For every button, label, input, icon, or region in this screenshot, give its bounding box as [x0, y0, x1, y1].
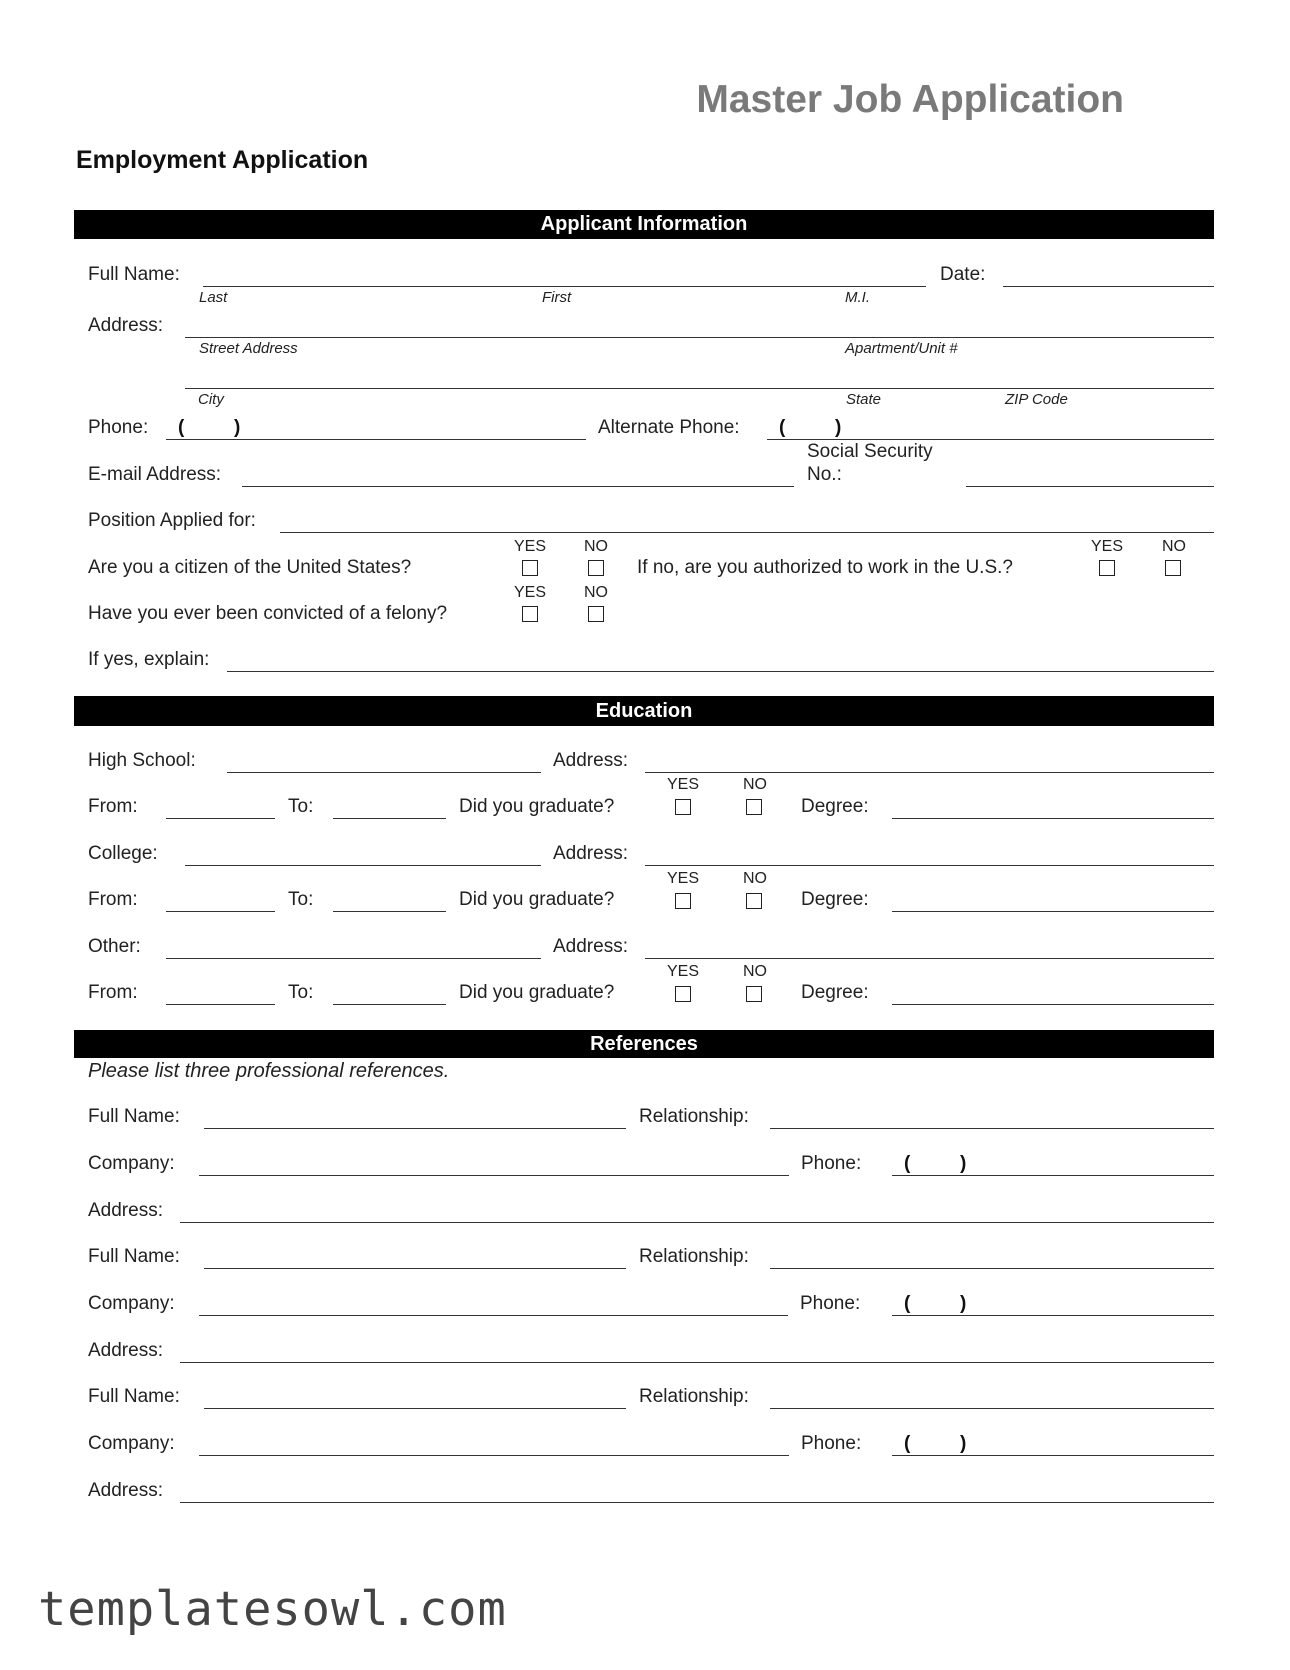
college-from-label: From: [88, 889, 138, 910]
ref2-phone-field[interactable] [892, 1315, 1214, 1316]
street-address-caption: Street Address [199, 340, 298, 357]
citizen-no-checkbox[interactable] [588, 560, 604, 576]
hs-yes-checkbox[interactable] [675, 799, 691, 815]
last-name-caption: Last [199, 289, 228, 306]
authorized-no-checkbox[interactable] [1165, 560, 1181, 576]
section-header-applicant: Applicant Information [74, 210, 1214, 239]
ref3-address-label: Address: [88, 1480, 163, 1501]
college-to-label: To: [288, 889, 314, 910]
phone-paren-open: ( [178, 417, 185, 438]
ssn-field[interactable] [966, 486, 1214, 487]
ref1-company-field[interactable] [199, 1175, 789, 1176]
hs-degree-field[interactable] [892, 818, 1214, 819]
page-title: Master Job Application [696, 78, 1124, 121]
ref3-phone-label: Phone: [801, 1433, 862, 1454]
ref3-company-label: Company: [88, 1433, 175, 1454]
city-state-zip-field[interactable] [185, 388, 1214, 389]
college-label: College: [88, 843, 158, 864]
other-school-label: Other: [88, 936, 141, 957]
college-graduate-question: Did you graduate? [459, 889, 615, 910]
ref2-full-name-field[interactable] [204, 1268, 626, 1269]
citizen-yes-caption: YES [514, 538, 547, 555]
ref1-relationship-field[interactable] [770, 1128, 1214, 1129]
ref3-address-field[interactable] [180, 1502, 1214, 1503]
date-field[interactable] [1003, 286, 1214, 287]
apartment-caption: Apartment/Unit # [845, 340, 958, 357]
alternate-phone-field[interactable] [767, 439, 1214, 440]
first-name-caption: First [542, 289, 572, 306]
other-from-label: From: [88, 982, 138, 1003]
email-field[interactable] [242, 486, 794, 487]
ref2-paren-open: ( [904, 1293, 911, 1314]
hs-yes-caption: YES [667, 776, 700, 793]
felony-no-caption: NO [584, 584, 608, 601]
authorized-yes-checkbox[interactable] [1099, 560, 1115, 576]
full-name-label: Full Name: [88, 264, 180, 285]
ref2-full-name-label: Full Name: [88, 1246, 180, 1267]
other-address-field[interactable] [645, 958, 1214, 959]
date-label: Date: [940, 264, 986, 285]
other-school-field[interactable] [166, 958, 541, 959]
felony-yes-caption: YES [514, 584, 547, 601]
ref3-relationship-field[interactable] [770, 1408, 1214, 1409]
college-no-caption: NO [743, 870, 767, 887]
hs-to-label: To: [288, 796, 314, 817]
city-caption: City [198, 391, 224, 408]
other-degree-field[interactable] [892, 1004, 1214, 1005]
street-address-field[interactable] [185, 337, 1214, 338]
felony-yes-checkbox[interactable] [522, 606, 538, 622]
form-subtitle: Employment Application [76, 146, 369, 174]
alt-phone-paren-open: ( [779, 417, 786, 438]
citizen-question: Are you a citizen of the United States? [88, 557, 412, 578]
explain-label: If yes, explain: [88, 649, 210, 670]
ref3-paren-open: ( [904, 1433, 911, 1454]
ref2-address-label: Address: [88, 1340, 163, 1361]
citizen-yes-checkbox[interactable] [522, 560, 538, 576]
phone-field[interactable] [166, 439, 586, 440]
other-graduate-question: Did you graduate? [459, 982, 615, 1003]
hs-from-label: From: [88, 796, 138, 817]
college-address-field[interactable] [645, 865, 1214, 866]
ref3-company-field[interactable] [199, 1455, 789, 1456]
ref1-paren-open: ( [904, 1153, 911, 1174]
address-label: Address: [88, 315, 163, 336]
ref1-full-name-label: Full Name: [88, 1106, 180, 1127]
ref2-company-label: Company: [88, 1293, 175, 1314]
college-field[interactable] [185, 865, 541, 866]
phone-paren-close: ) [234, 417, 241, 438]
other-to-field[interactable] [333, 1004, 446, 1005]
felony-question: Have you ever been convicted of a felony? [88, 603, 448, 624]
other-from-field[interactable] [166, 1004, 275, 1005]
ref3-phone-field[interactable] [892, 1455, 1214, 1456]
college-yes-checkbox[interactable] [675, 893, 691, 909]
hs-to-field[interactable] [333, 818, 446, 819]
ref2-relationship-label: Relationship: [639, 1246, 749, 1267]
authorized-question: If no, are you authorized to work in the U.S.? [637, 557, 1013, 578]
section-header-references: References [74, 1030, 1214, 1058]
hs-no-caption: NO [743, 776, 767, 793]
ref1-relationship-label: Relationship: [639, 1106, 749, 1127]
ref1-phone-label: Phone: [801, 1153, 862, 1174]
college-from-field[interactable] [166, 911, 275, 912]
high-school-address-label: Address: [553, 750, 628, 771]
other-address-label: Address: [553, 936, 628, 957]
ref2-relationship-field[interactable] [770, 1268, 1214, 1269]
college-yes-caption: YES [667, 870, 700, 887]
section-header-education: Education [74, 696, 1214, 726]
ref1-paren-close: ) [960, 1153, 967, 1174]
ref3-paren-close: ) [960, 1433, 967, 1454]
college-degree-field[interactable] [892, 911, 1214, 912]
zip-caption: ZIP Code [1005, 391, 1068, 408]
alt-phone-paren-close: ) [835, 417, 842, 438]
ref1-company-label: Company: [88, 1153, 175, 1174]
high-school-address-field[interactable] [645, 772, 1214, 773]
ref2-company-field[interactable] [199, 1315, 788, 1316]
college-address-label: Address: [553, 843, 628, 864]
ssn-label-line1: Social Security [807, 441, 933, 462]
full-name-field[interactable] [203, 286, 926, 287]
ref2-address-field[interactable] [180, 1362, 1214, 1363]
college-to-field[interactable] [333, 911, 446, 912]
hs-no-checkbox[interactable] [746, 799, 762, 815]
college-degree-label: Degree: [801, 889, 869, 910]
felony-no-checkbox[interactable] [588, 606, 604, 622]
ref1-full-name-field[interactable] [204, 1128, 626, 1129]
high-school-field[interactable] [227, 772, 541, 773]
college-no-checkbox[interactable] [746, 893, 762, 909]
alternate-phone-label: Alternate Phone: [598, 417, 740, 438]
ssn-label-line2: No.: [807, 464, 842, 485]
other-no-checkbox[interactable] [746, 986, 762, 1002]
other-no-caption: NO [743, 963, 767, 980]
watermark: templatesowl.com [38, 1582, 507, 1637]
email-label: E-mail Address: [88, 464, 222, 485]
hs-graduate-question: Did you graduate? [459, 796, 615, 817]
other-degree-label: Degree: [801, 982, 869, 1003]
hs-from-field[interactable] [166, 818, 275, 819]
other-to-label: To: [288, 982, 314, 1003]
high-school-label: High School: [88, 750, 196, 771]
other-yes-caption: YES [667, 963, 700, 980]
position-field[interactable] [280, 532, 1214, 533]
phone-label: Phone: [88, 417, 149, 438]
state-caption: State [846, 391, 882, 408]
ref2-phone-label: Phone: [800, 1293, 861, 1314]
explain-field[interactable] [227, 671, 1214, 672]
ref2-paren-close: ) [960, 1293, 967, 1314]
citizen-no-caption: NO [584, 538, 608, 555]
ref3-relationship-label: Relationship: [639, 1386, 749, 1407]
hs-degree-label: Degree: [801, 796, 869, 817]
ref1-address-field[interactable] [180, 1222, 1214, 1223]
position-label: Position Applied for: [88, 510, 256, 531]
ref3-full-name-field[interactable] [204, 1408, 626, 1409]
other-yes-checkbox[interactable] [675, 986, 691, 1002]
ref1-address-label: Address: [88, 1200, 163, 1221]
references-instructions: Please list three professional references. [88, 1060, 450, 1082]
authorized-yes-caption: YES [1091, 538, 1124, 555]
authorized-no-caption: NO [1162, 538, 1186, 555]
middle-initial-caption: M.I. [845, 289, 870, 306]
ref1-phone-field[interactable] [892, 1175, 1214, 1176]
ref3-full-name-label: Full Name: [88, 1386, 180, 1407]
